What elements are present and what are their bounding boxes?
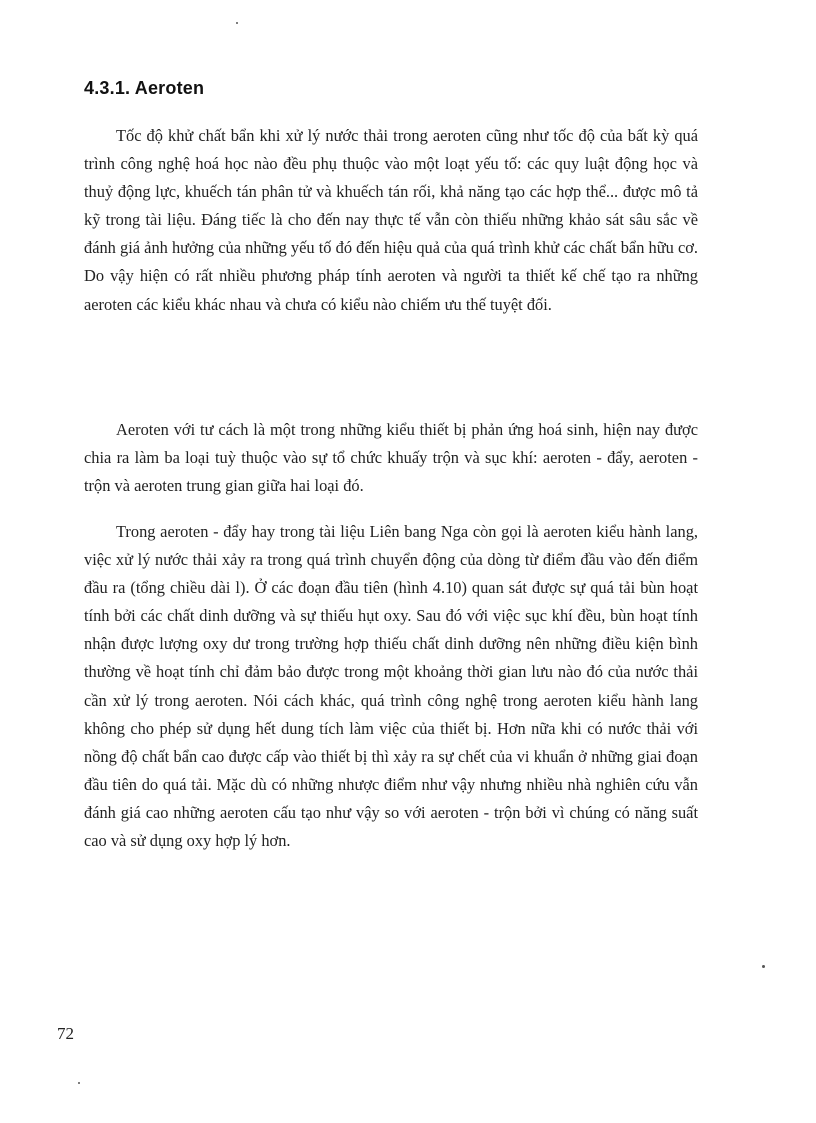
paragraph-container <box>84 518 698 855</box>
paragraph-container <box>84 122 698 319</box>
scan-speck <box>762 965 765 968</box>
scan-speck <box>78 1082 80 1084</box>
scan-speck <box>236 22 238 24</box>
body-paragraph: Tốc độ khử chất bẩn khi xử lý nước thải trong aeroten cũng như tốc độ của bất kỳ quá trình công nghệ hoá học nào đều phụ thuộc vào một loạt yếu tố: các quy luật động học và thuỷ động lực, khuếch tán phân tử và khuếch tán rối, khả năng tạo các hợp thể... được mô tả kỹ trong tài liệu. Đáng tiếc là cho đến nay thực tế vẫn còn thiếu những khảo sát sâu sắc về đánh giá ảnh hưởng của những yếu tố đó đến hiệu quả của quá trình khử các chất bẩn hữu cơ. Do vậy hiện có rất nhiều phương pháp tính aeroten và người ta thiết kế chế tạo ra những aeroten các kiểu khác nhau và chưa có kiểu nào chiếm ưu thế tuyệt đối. <box>84 126 698 314</box>
body-paragraph: Trong aeroten - đẩy hay trong tài liệu Liên bang Nga còn gọi là aeroten kiểu hành lang, việc xử lý nước thải xảy ra trong quá trình chuyển động của dòng từ điểm đầu vào đến điểm đầu ra (tổng chiều dài l). Ở các đoạn đầu tiên (hình 4.10) quan sát được sự quá tải bùn hoạt tính bởi các chất dinh dưỡng và sự thiếu hụt oxy. Sau đó với việc sục khí đều, bùn hoạt tính nhận được lượng oxy dư trong trường hợp thiếu chất dinh dưỡng nên những điều kiện bình thường về hoạt tính chỉ đảm bảo được trong một khoảng thời gian lưu nào đó của nước thải cần xử lý trong aeroten. Nói cách khác, quá trình công nghệ trong aeroten kiểu hành lang không cho phép sử dụng hết dung tích làm việc của thiết bị. Hơn nữa khi có nước thải với nồng độ chất bẩn cao được cấp vào thiết bị thì xảy ra sự chết của vi khuẩn ở những giai đoạn đầu tiên do quá tải. Mặc dù có những nhược điểm như vậy nhưng nhiều nhà nghiên cứu vẫn đánh giá cao những aeroten cấu tạo như vậy so với aeroten - trộn bởi vì chúng có năng suất cao và sử dụng oxy hợp lý hơn. <box>84 522 698 851</box>
section-heading: 4.3.1. Aeroten <box>84 78 205 98</box>
paragraph-container <box>84 416 698 500</box>
body-paragraph: Aeroten với tư cách là một trong những kiểu thiết bị phản ứng hoá sinh, hiện nay được chia ra làm ba loại tuỳ thuộc vào sự tổ chức khuấy trộn và sục khí: aeroten - đẩy, aeroten - trộn và aeroten trung gian giữa hai loại đó. <box>84 420 698 496</box>
page-number: 72 <box>57 1024 74 1043</box>
